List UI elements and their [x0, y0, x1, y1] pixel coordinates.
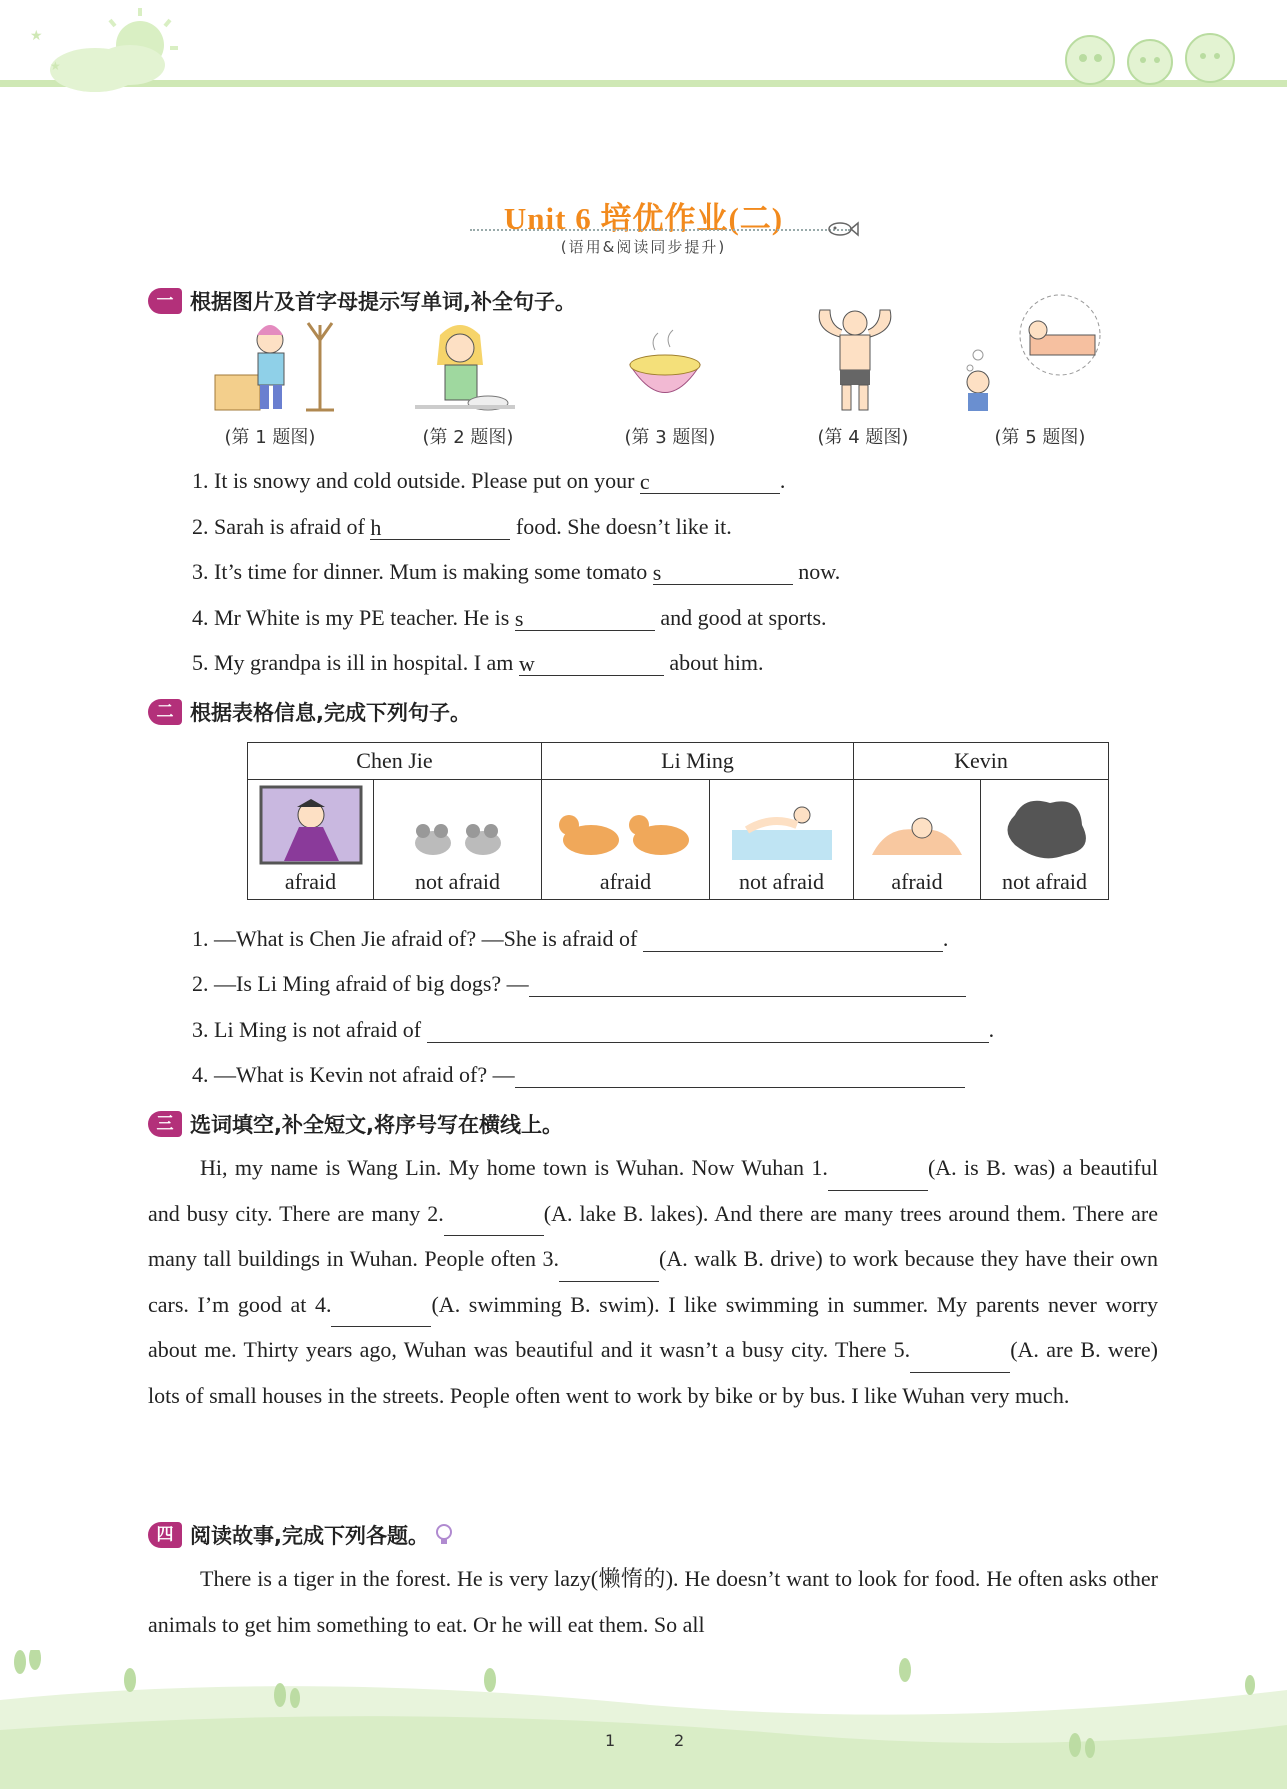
table-cell-label: afraid: [891, 869, 943, 894]
table-cell: [854, 780, 981, 900]
answer-blank[interactable]: [444, 1213, 544, 1236]
answer-blank[interactable]: s: [515, 606, 655, 631]
question-5: 5. My grandpa is ill in hospital. I am w about him.: [192, 650, 764, 676]
section-instruction: 选词填空,补全短文,将序号写在横线上。: [190, 1113, 563, 1137]
info-table: [247, 742, 1109, 900]
table-cell-label: not afraid: [739, 869, 824, 894]
section-1-heading: [148, 286, 576, 316]
animal-faces-decoration: [1050, 20, 1250, 90]
girl-eating-image: [415, 320, 515, 415]
question-2-3: 3. Li Ming is not afraid of .: [192, 1017, 995, 1042]
question-1: 1. It is snowy and cold outside. Please put on your c .: [192, 468, 786, 494]
dogs-image: [551, 805, 701, 865]
answer-blank[interactable]: s: [653, 560, 793, 585]
page-number-left: 1: [605, 1731, 616, 1750]
answer-blank[interactable]: [331, 1304, 431, 1327]
table-cell-label: not afraid: [1002, 869, 1087, 894]
answer-blank[interactable]: [427, 1018, 989, 1043]
section-badge: 二: [148, 699, 182, 725]
mice-image: [403, 805, 513, 865]
lightbulb-icon: [433, 1523, 455, 1547]
vampire-image: [259, 785, 363, 865]
table-cell: [981, 780, 1109, 900]
title-underline: [470, 229, 850, 231]
table-cell: [542, 780, 710, 900]
answer-blank[interactable]: w: [519, 651, 664, 676]
answer-blank[interactable]: [828, 1168, 928, 1191]
hills-footer-decoration: [0, 1650, 1287, 1789]
question-2-4: 4. —What is Kevin not afraid of? —: [192, 1062, 965, 1088]
question-2-1: 1. —What is Chen Jie afraid of? —She is afraid of .: [192, 926, 949, 951]
answer-blank[interactable]: [529, 972, 966, 997]
question-4: 4. Mr White is my PE teacher. He is s and good at sports.: [192, 605, 827, 631]
section-4-heading: [148, 1520, 455, 1550]
figure-caption: (第 4 题图): [817, 427, 909, 448]
table-cell-label: afraid: [599, 869, 652, 894]
question-2-2: 2. —Is Li Ming afraid of big dogs? —: [192, 971, 966, 997]
story-passage: There is a tiger in the forest. He is very lazy(懒惰的). He doesn’t want to look for food. He often asks other animals to get him something to eat. Or he will eat them. So all: [148, 1566, 1158, 1637]
answer-blank[interactable]: [643, 927, 943, 952]
figure-caption: (第 1 题图): [224, 427, 316, 448]
soup-bowl-image: [620, 325, 710, 410]
svg-text:★: ★: [30, 29, 43, 44]
strong-man-image: [810, 305, 900, 415]
svg-text:★: ★: [50, 59, 61, 73]
table-cell: [374, 780, 542, 900]
answer-blank[interactable]: c: [640, 469, 780, 494]
section-instruction: 根据表格信息,完成下列句子。: [190, 701, 471, 725]
table-header-cell: Chen Jie: [248, 743, 542, 780]
figure-caption: (第 5 题图): [994, 427, 1086, 448]
table-cell-label: afraid: [284, 869, 337, 894]
table-cell: [248, 780, 374, 900]
answer-blank[interactable]: [515, 1063, 965, 1088]
answer-blank[interactable]: h: [370, 515, 510, 540]
section-badge: 四: [148, 1522, 182, 1548]
question-2: 2. Sarah is afraid of h food. She doesn’t like it.: [192, 514, 732, 540]
table-header-cell: Li Ming: [542, 743, 854, 780]
boy-worried-grandpa-image: [960, 290, 1120, 415]
sun-cloud-decoration: [0, 0, 200, 100]
cloze-passage: Hi, my name is Wang Lin. My home town is Wuhan. Now Wuhan 1. (A. is B. was) a beautiful and busy city. There are many 2. (A. lake B. lakes). And there are many trees around them. There are many tall buildings in Wuhan. People often 3. (A. walk B. drive) to work because they have their own cars. I’m good at 4. (A. swimming B. swim). I like swimming in summer. My parents never worry about me. Thirty years ago, Wuhan was beautiful and it wasn’t a busy city. There 5. (A. are B. were) lots of small houses in the streets. People often went to work by bike or by bus. I like Wuhan very much.: [148, 1155, 1159, 1408]
figure-caption: (第 3 题图): [624, 427, 716, 448]
dark-cloud-image: [1000, 795, 1090, 865]
page-subtitle: (语用&阅读同步提升): [560, 238, 727, 256]
table-header-cell: Kevin: [854, 743, 1109, 780]
child-in-bed-image: [867, 800, 967, 865]
page-title: Unit 6 培优作业(二): [503, 201, 784, 236]
swimmer-image: [727, 795, 837, 865]
section-instruction: 阅读故事,完成下列各题。: [190, 1524, 429, 1548]
section-badge: 一: [148, 288, 182, 314]
page-number-right: 2: [674, 1731, 685, 1750]
answer-blank[interactable]: [559, 1259, 659, 1282]
boy-with-coat-rack-image: [210, 315, 340, 415]
table-cell-label: not afraid: [415, 869, 500, 894]
question-3: 3. It’s time for dinner. Mum is making some tomato s now.: [192, 559, 841, 585]
section-badge: 三: [148, 1111, 182, 1137]
section-3-heading: [148, 1109, 563, 1139]
section-2-heading: [148, 697, 471, 727]
figure-caption: (第 2 题图): [422, 427, 514, 448]
answer-blank[interactable]: [910, 1350, 1010, 1373]
table-cell: [710, 780, 854, 900]
section-instruction: 根据图片及首字母提示写单词,补全句子。: [190, 290, 576, 314]
